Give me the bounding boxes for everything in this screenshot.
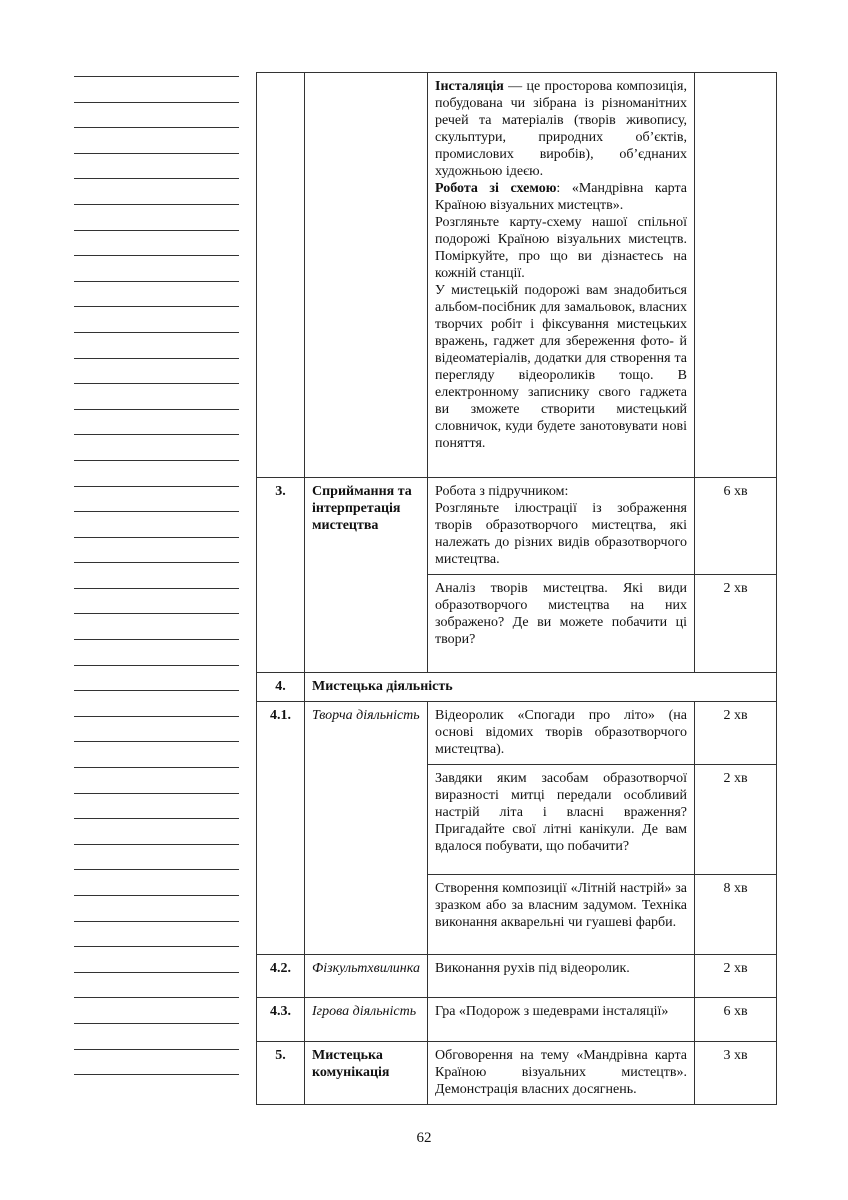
task-text: Створення композиції «Літній настрій» за зразком або за власним задумом. Техніка виконання акварельні чи гуашеві фарби. xyxy=(428,875,695,955)
table-row xyxy=(257,673,777,702)
time-cell xyxy=(695,73,777,478)
installation-definition: Інсталяція — це просторова композиція, побудована чи зібрана із різноманітних речей та матеріалів (творів живопису, скульптури, природних об’єктів, промислових виробів), об’єднаних художньою ідеєю. xyxy=(435,79,687,179)
stage-name: Мистецька комунікація xyxy=(305,1042,428,1105)
duration: 2 хв xyxy=(695,955,777,998)
note-line xyxy=(74,972,239,973)
note-line xyxy=(74,613,239,614)
row-number: 3. xyxy=(257,478,305,673)
row-number: 4.1. xyxy=(257,702,305,955)
note-line xyxy=(74,537,239,538)
num-cell xyxy=(257,73,305,478)
term: Робота зі схемою xyxy=(435,181,557,196)
note-line xyxy=(74,383,239,384)
term: Інсталяція xyxy=(435,79,504,94)
note-line xyxy=(74,332,239,333)
note-line xyxy=(74,1023,239,1024)
content-cell xyxy=(428,478,695,575)
note-line xyxy=(74,844,239,845)
note-line xyxy=(74,793,239,794)
paragraph: У мистецькій подорожі вам знадобиться альбом-посібник для замальовок, власних творчих робіт і фіксування мистецьких вражень, гаджет для збереження фото- й відеоматеріалів, додатки для створення та перегляду відеороликів тощо. В електронному записнику свого гаджета ви зможете створити мистецький словничок, куди будете занотовувати нові поняття. xyxy=(435,283,687,451)
task-text: Гра «Подорож з шедеврами інсталяції» xyxy=(428,998,695,1042)
task-text: Обговорення на тему «Мандрівна карта Країною візуальних мистецтв». Демонстрація власних досягнень. xyxy=(428,1042,695,1105)
note-line xyxy=(74,358,239,359)
note-line xyxy=(74,230,239,231)
table-row xyxy=(257,955,777,998)
notes-lines xyxy=(74,76,242,1100)
scheme-task: Робота зі схемою: «Мандрівна карта Країною візуальних мистецтв». xyxy=(435,181,687,213)
note-line xyxy=(74,869,239,870)
note-line xyxy=(74,434,239,435)
note-line xyxy=(74,460,239,461)
task-text: Виконання рухів під відеоролик. xyxy=(428,955,695,998)
task-text: Завдяки яким засобам образотворчої виразності митці передали особливий настрій літа і власні враження? Пригадайте свої літні канікули. Де вам вдалося побувати, що побачити? xyxy=(428,765,695,875)
note-line xyxy=(74,127,239,128)
task-text: Розгляньте ілюстрації із зображення творів образотворчого мистецтва, які належать до різних видів образотворчого мистецтва. xyxy=(435,501,687,567)
task-title: Робота з підручником: xyxy=(435,484,569,499)
row-number: 4.2. xyxy=(257,955,305,998)
note-line xyxy=(74,741,239,742)
stage-name: Творча діяльність xyxy=(305,702,428,955)
note-line xyxy=(74,76,239,77)
note-line xyxy=(74,665,239,666)
stage-cell xyxy=(305,73,428,478)
note-line xyxy=(74,409,239,410)
duration: 6 хв xyxy=(695,998,777,1042)
note-line xyxy=(74,818,239,819)
note-line xyxy=(74,281,239,282)
table-row xyxy=(257,73,777,478)
table-row xyxy=(257,478,777,575)
lesson-plan-table xyxy=(256,72,777,1105)
note-line xyxy=(74,895,239,896)
paragraph: Розгляньте карту-схему нашої спільної подорожі Країною візуальних мистецтв. Поміркуйте, про що ви дізнаєтесь на кожній станції. xyxy=(435,215,687,281)
duration: 2 хв xyxy=(695,765,777,875)
table-row xyxy=(257,1042,777,1105)
note-line xyxy=(74,1049,239,1050)
task-text: Аналіз творів мистецтва. Які види образотворчого мистецтва на них зображено? Де ви можете побачити ці твори? xyxy=(428,575,695,673)
duration: 2 хв xyxy=(695,702,777,765)
task-text: Відеоролик «Спогади про літо» (на основі відомих творів образотворчого мистецтва). xyxy=(428,702,695,765)
note-line xyxy=(74,716,239,717)
note-line xyxy=(74,997,239,998)
note-line xyxy=(74,767,239,768)
stage-name: Фізкультхвилинка xyxy=(305,955,428,998)
note-line xyxy=(74,178,239,179)
duration: 3 хв xyxy=(695,1042,777,1105)
table-row xyxy=(257,998,777,1042)
note-line xyxy=(74,102,239,103)
note-line xyxy=(74,255,239,256)
note-line xyxy=(74,690,239,691)
content-cell xyxy=(428,73,695,478)
row-number: 4. xyxy=(257,673,305,702)
note-line xyxy=(74,511,239,512)
table-row xyxy=(257,702,777,765)
duration: 2 хв xyxy=(695,575,777,673)
note-line xyxy=(74,588,239,589)
note-line xyxy=(74,1074,239,1075)
note-line xyxy=(74,639,239,640)
note-line xyxy=(74,562,239,563)
note-line xyxy=(74,921,239,922)
note-line xyxy=(74,153,239,154)
stage-name: Ігрова діяльність xyxy=(305,998,428,1042)
note-line xyxy=(74,306,239,307)
row-number: 5. xyxy=(257,1042,305,1105)
page-number: 62 xyxy=(416,1130,432,1146)
note-line xyxy=(74,486,239,487)
row-number: 4.3. xyxy=(257,998,305,1042)
note-line xyxy=(74,204,239,205)
duration: 6 хв xyxy=(695,478,777,575)
stage-name: Сприймання та інтерпретація мистецтва xyxy=(305,478,428,673)
section-title: Мистецька діяльність xyxy=(305,673,777,702)
duration: 8 хв xyxy=(695,875,777,955)
note-line xyxy=(74,946,239,947)
